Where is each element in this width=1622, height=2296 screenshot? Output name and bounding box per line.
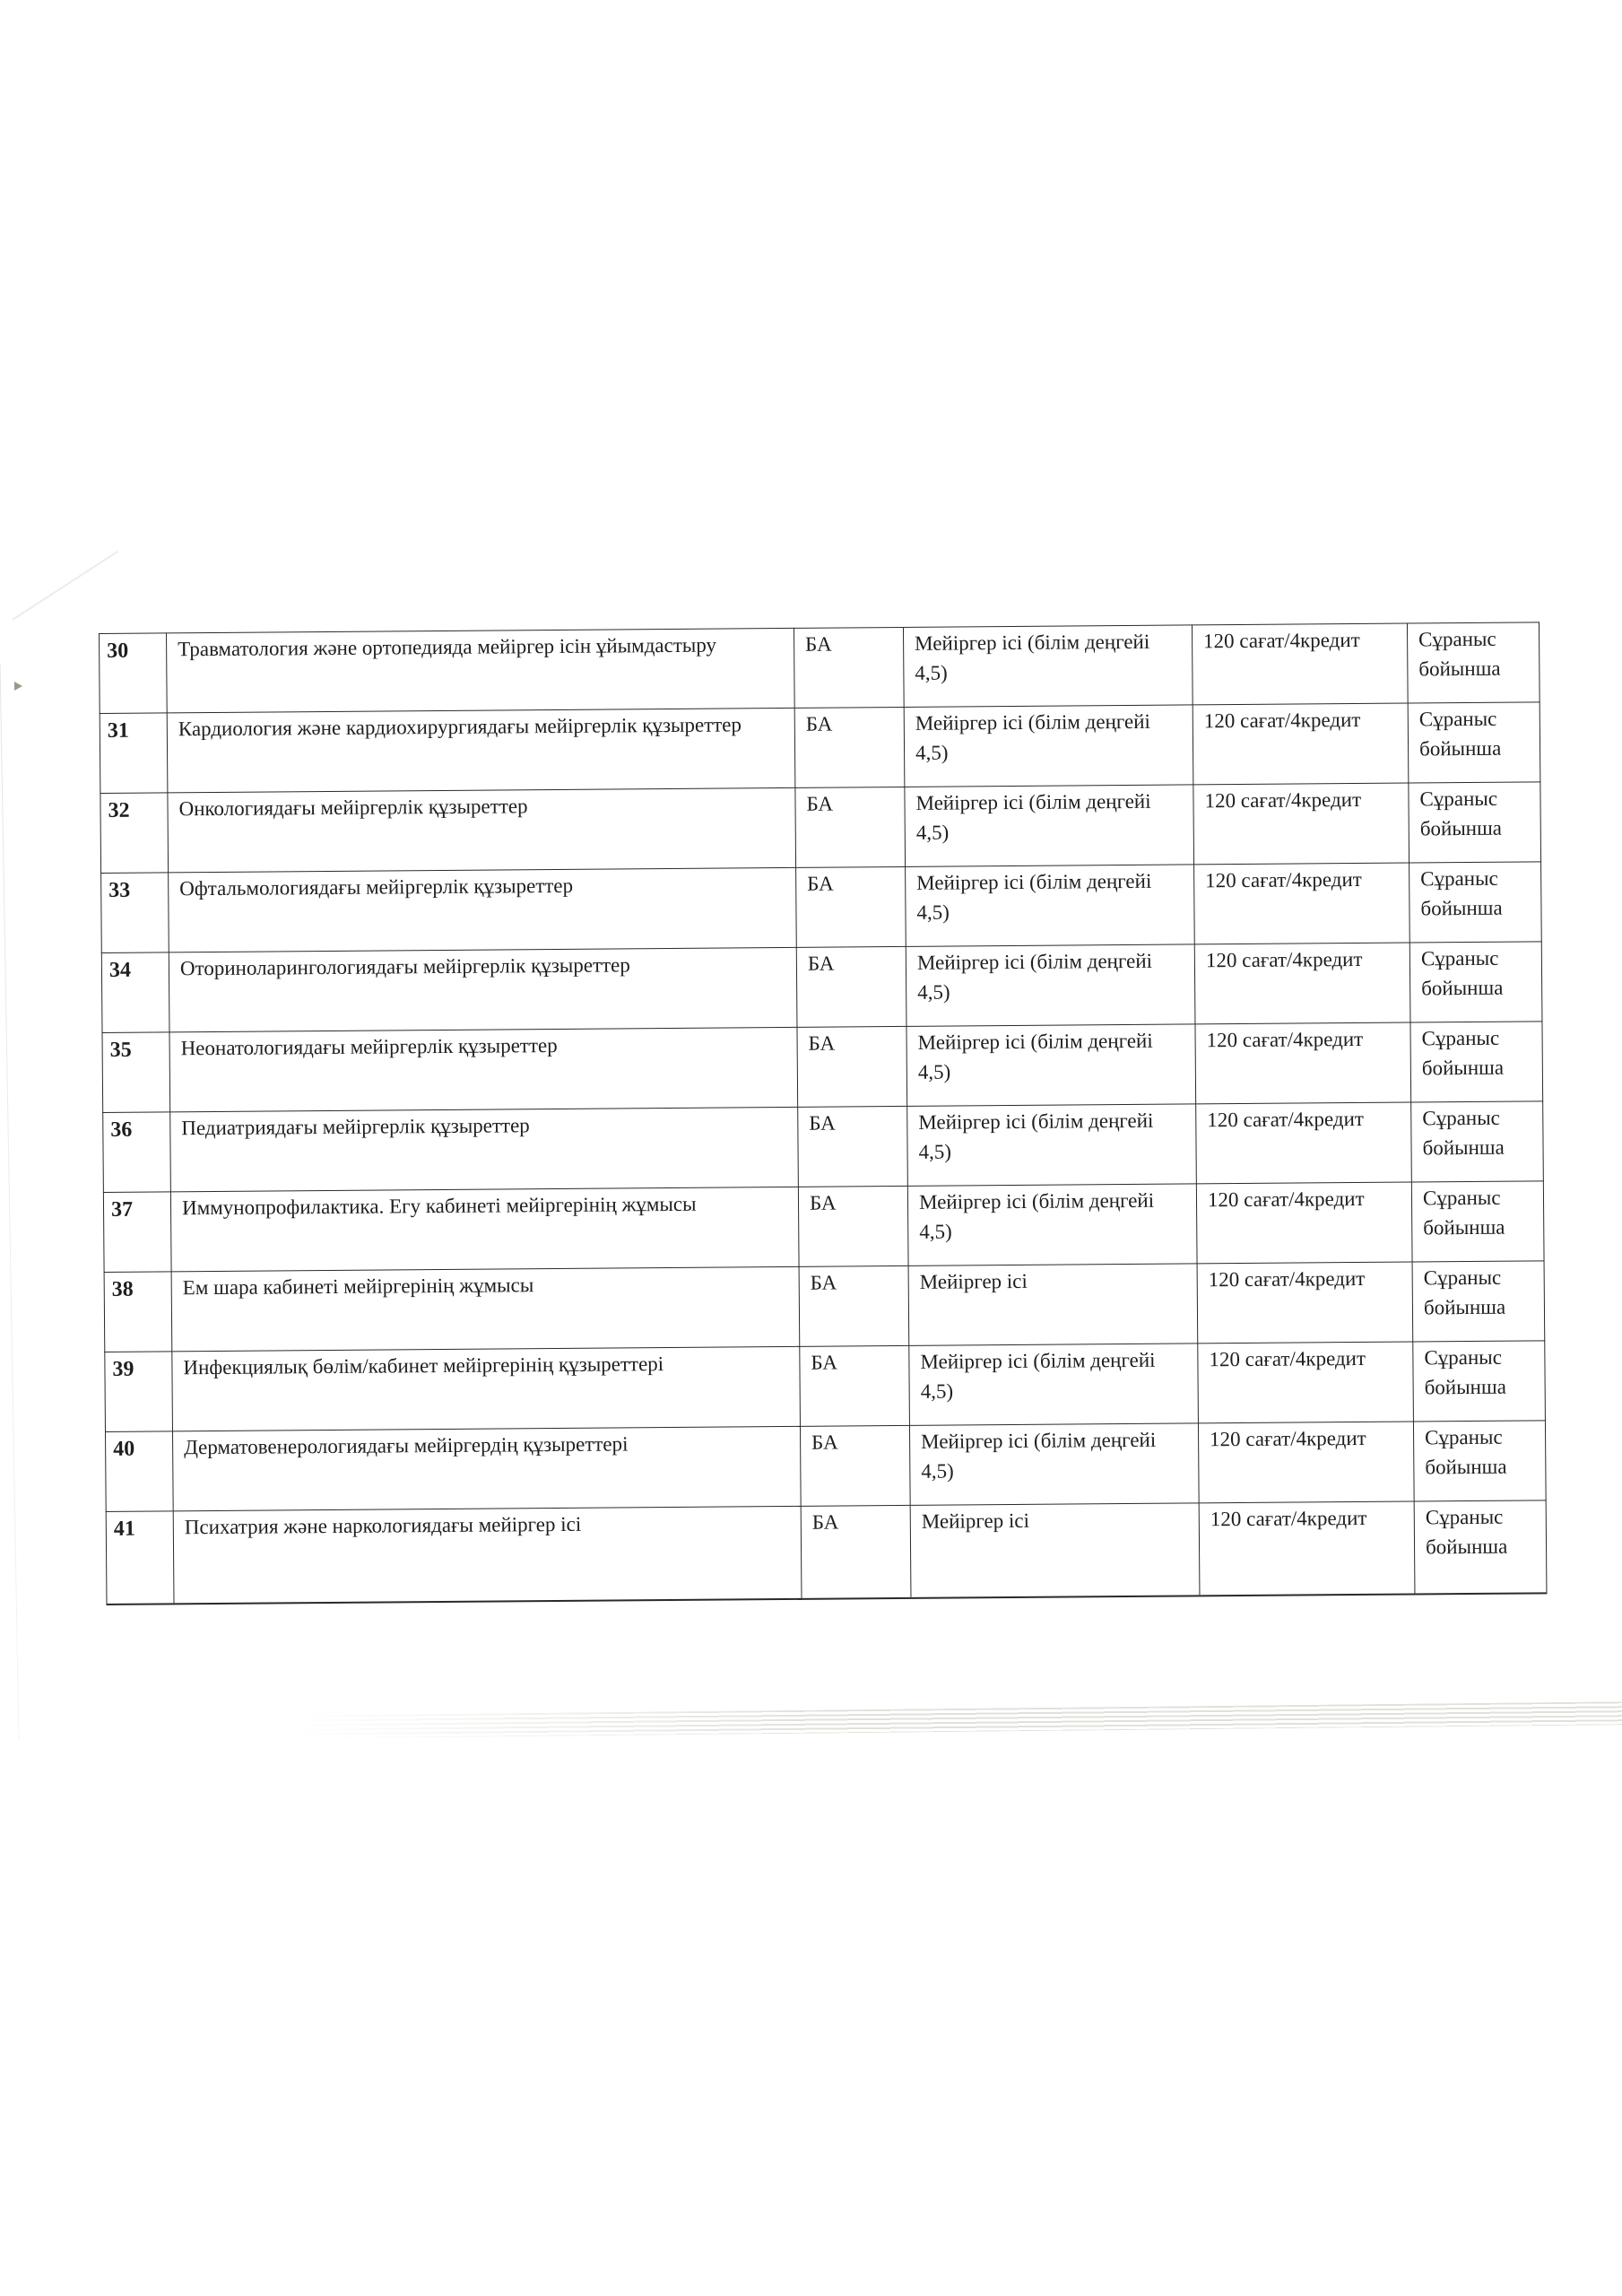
row-number-cell: 38 — [104, 1272, 172, 1352]
table-row — [101, 942, 1542, 1033]
table-row — [100, 622, 1540, 714]
course-table — [99, 622, 1547, 1605]
schedule-cell: Сұраныс бойынша — [1410, 1022, 1543, 1102]
table-row — [103, 1181, 1544, 1273]
row-number-cell: 37 — [103, 1192, 171, 1273]
course-title-cell: Психатрия және наркологиядағы мейіргер ісі — [173, 1506, 802, 1604]
course-type-cell: БА — [796, 866, 906, 947]
table-row — [104, 1261, 1545, 1352]
row-number-cell: 41 — [106, 1511, 174, 1605]
table-row — [102, 1022, 1543, 1113]
table-row — [105, 1341, 1546, 1432]
course-type-cell: БА — [795, 787, 906, 867]
duration-credits-cell: 120 сағат/4кредит — [1194, 863, 1410, 944]
specialty-cell: Мейіргер ісі (білім деңгейі 4,5) — [905, 785, 1194, 867]
course-title-cell: Инфекциялық бөлім/кабинет мейіргерінің құзыреттері — [172, 1346, 801, 1431]
course-title-cell: Педиатриядағы мейіргерлік құзыреттер — [170, 1107, 799, 1191]
table-row — [100, 782, 1541, 874]
specialty-cell: Мейіргер ісі (білім деңгейі 4,5) — [907, 1104, 1197, 1187]
table-row — [100, 702, 1540, 794]
duration-credits-cell: 120 сағат/4кредит — [1195, 1022, 1411, 1104]
course-type-cell: БА — [794, 707, 905, 787]
row-number-cell: 36 — [103, 1112, 171, 1193]
table-row — [106, 1500, 1547, 1605]
specialty-cell: Мейіргер ісі (білім деңгейі 4,5) — [903, 625, 1193, 708]
course-type-cell: БА — [798, 1186, 908, 1266]
course-type-cell: БА — [797, 1026, 907, 1107]
course-title-cell: Ем шара кабинеті мейіргерінің жұмысы — [171, 1266, 800, 1351]
schedule-cell: Сұраныс бойынша — [1411, 1101, 1544, 1182]
course-type-cell: БА — [800, 1345, 910, 1426]
schedule-cell: Сұраныс бойынша — [1411, 1181, 1544, 1262]
duration-credits-cell: 120 сағат/4кредит — [1197, 1262, 1413, 1344]
course-type-cell: БА — [800, 1425, 910, 1506]
duration-credits-cell: 120 сағат/4кредит — [1193, 703, 1409, 785]
course-table-body — [100, 622, 1547, 1605]
course-title-cell: Травматология және ортопедияда мейіргер ісін ұйымдастыру — [167, 628, 795, 712]
specialty-cell: Мейіргер ісі — [910, 1503, 1200, 1598]
duration-credits-cell: 120 сағат/4кредит — [1196, 1182, 1412, 1264]
specialty-cell: Мейіргер ісі — [908, 1264, 1198, 1346]
row-number-cell: 31 — [100, 713, 168, 794]
specialty-cell: Мейіргер ісі (білім деңгейі 4,5) — [909, 1423, 1199, 1506]
course-type-cell: БА — [801, 1505, 911, 1598]
course-title-cell: Онкологиядағы мейіргерлік құзыреттер — [168, 787, 796, 872]
scanned-paper-stack-edge — [287, 1701, 1622, 1739]
course-type-cell: БА — [798, 1106, 908, 1187]
scan-artifact-mark — [14, 682, 22, 691]
schedule-cell: Сұраныс бойынша — [1413, 1341, 1546, 1422]
schedule-cell: Сұраныс бойынша — [1413, 1421, 1546, 1501]
course-type-cell: БА — [799, 1265, 909, 1346]
specialty-cell: Мейіргер ісі (білім деңгейі 4,5) — [906, 1024, 1196, 1107]
duration-credits-cell: 120 сағат/4кредит — [1192, 623, 1408, 705]
duration-credits-cell: 120 сағат/4кредит — [1193, 783, 1409, 865]
duration-credits-cell: 120 сағат/4кредит — [1196, 1102, 1412, 1184]
scanned-corner-fold — [12, 551, 118, 621]
row-number-cell: 32 — [100, 793, 169, 874]
course-title-cell: Неонатологиядағы мейіргерлік құзыреттер — [169, 1027, 798, 1111]
row-number-cell: 39 — [105, 1352, 173, 1432]
course-title-cell: Дерматовенерологиядағы мейіргердің құзыреттері — [172, 1426, 801, 1510]
specialty-cell: Мейіргер ісі (білім деңгейі 4,5) — [907, 1184, 1197, 1266]
course-title-cell: Кардиология және кардиохирургиядағы мейіргерлік құзыреттер — [167, 708, 795, 792]
course-type-cell: БА — [794, 627, 904, 708]
scanned-page-edge — [0, 664, 19, 1740]
schedule-cell: Сұраныс бойынша — [1409, 862, 1542, 943]
course-type-cell: БА — [796, 946, 906, 1027]
schedule-cell: Сұраныс бойынша — [1414, 1500, 1547, 1595]
table-row — [103, 1101, 1544, 1193]
row-number-cell: 30 — [100, 633, 168, 714]
specialty-cell: Мейіргер ісі (білім деңгейі 4,5) — [906, 944, 1195, 1027]
schedule-cell: Сұраныс бойынша — [1409, 782, 1541, 863]
course-table-wrapper — [99, 622, 1546, 1605]
course-title-cell: Иммунопрофилактика. Егу кабинеті мейіргерінің жұмысы — [170, 1187, 799, 1271]
table-row — [105, 1421, 1546, 1512]
specialty-cell: Мейіргер ісі (білім деңгейі 4,5) — [904, 705, 1193, 787]
duration-credits-cell: 120 сағат/4кредит — [1194, 943, 1410, 1024]
schedule-cell: Сұраныс бойынша — [1409, 942, 1542, 1022]
course-title-cell: Офтальмологиядағы мейіргерлік құзыреттер — [169, 867, 797, 952]
row-number-cell: 40 — [105, 1431, 173, 1512]
duration-credits-cell: 120 сағат/4кредит — [1198, 1342, 1414, 1423]
duration-credits-cell: 120 сағат/4кредит — [1198, 1422, 1414, 1503]
specialty-cell: Мейіргер ісі (білім деңгейі 4,5) — [909, 1344, 1199, 1426]
duration-credits-cell: 120 сағат/4кредит — [1199, 1501, 1415, 1596]
table-row — [101, 862, 1542, 953]
schedule-cell: Сұраныс бойынша — [1408, 702, 1540, 783]
course-title-cell: Оториноларингологиядағы мейіргерлік құзыреттер — [169, 947, 797, 1031]
row-number-cell: 33 — [101, 873, 169, 953]
schedule-cell: Сұраныс бойынша — [1412, 1261, 1545, 1342]
schedule-cell: Сұраныс бойынша — [1407, 622, 1540, 703]
row-number-cell: 34 — [101, 952, 169, 1033]
row-number-cell: 35 — [102, 1032, 170, 1113]
specialty-cell: Мейіргер ісі (білім деңгейі 4,5) — [906, 865, 1195, 947]
